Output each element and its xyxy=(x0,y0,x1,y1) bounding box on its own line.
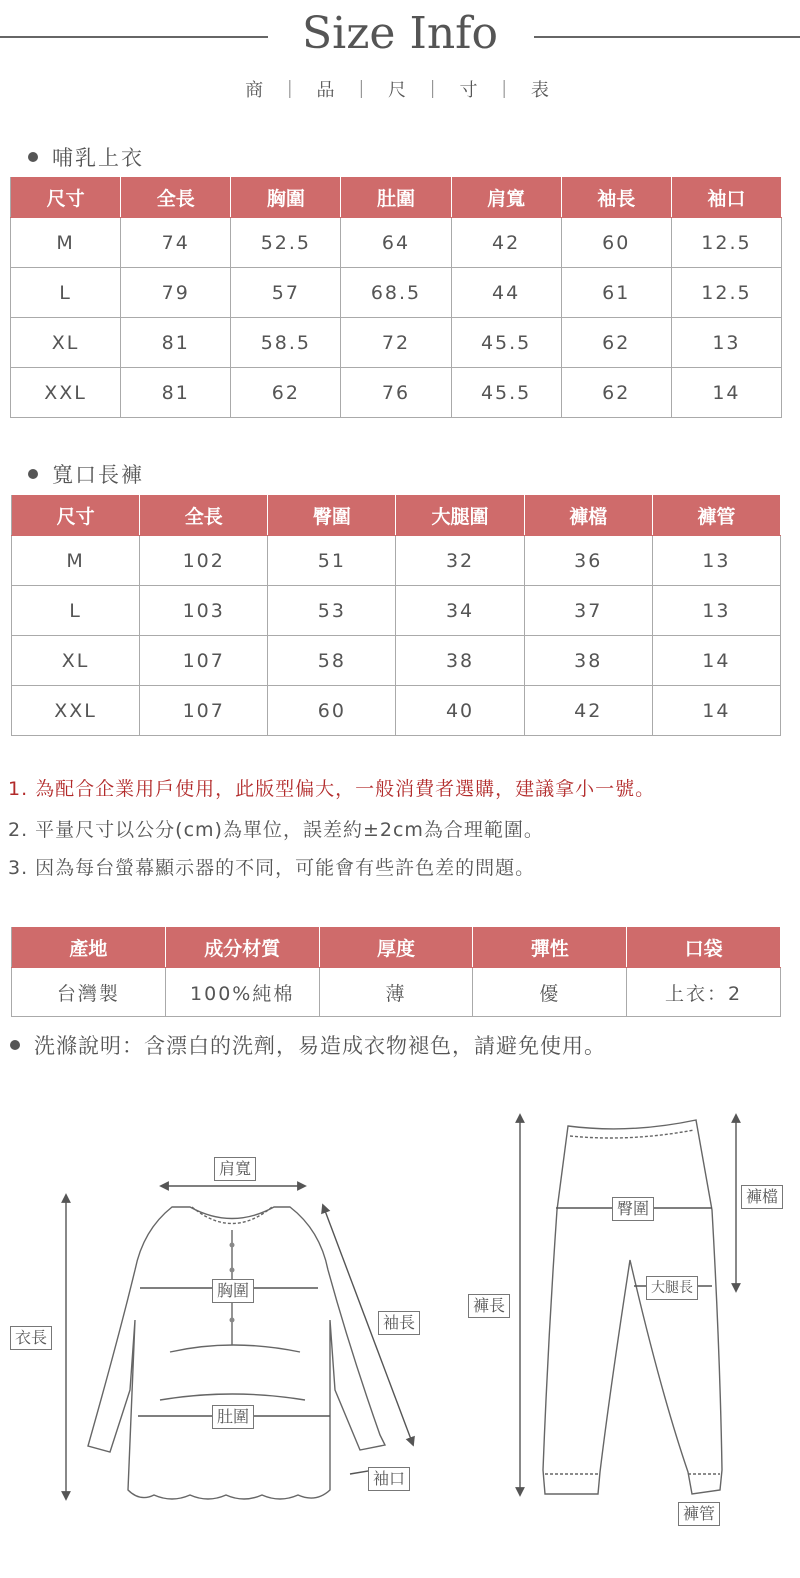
column-header: 厚度 xyxy=(319,927,473,968)
table-cell: L xyxy=(12,586,140,636)
table-cell: 44 xyxy=(451,268,561,318)
note-3: 3. 因為每台螢幕顯示器的不同，可能會有些許色差的問題。 xyxy=(8,857,536,879)
table-cell: 14 xyxy=(671,368,781,418)
table-cell: 32 xyxy=(396,536,524,586)
page-title: Size Info xyxy=(302,8,498,59)
bullet-icon xyxy=(28,152,38,162)
table-cell: 58 xyxy=(268,636,396,686)
table-cell: 107 xyxy=(140,636,268,686)
table-cell: 13 xyxy=(671,318,781,368)
table-cell: 34 xyxy=(396,586,524,636)
table-cell: 102 xyxy=(140,536,268,586)
label-body-length: 衣長 xyxy=(10,1326,52,1350)
table-cell: 38 xyxy=(396,636,524,686)
column-header: 袖口 xyxy=(671,177,781,218)
table-cell: 60 xyxy=(561,218,671,268)
table-row xyxy=(12,536,781,586)
table-cell: XXL xyxy=(11,368,121,418)
table-cell: 72 xyxy=(341,318,451,368)
column-header: 肚圍 xyxy=(341,177,451,218)
table-cell: 76 xyxy=(341,368,451,418)
table-cell: 優 xyxy=(473,968,627,1017)
table-cell: 37 xyxy=(524,586,652,636)
wash-instructions: 洗滌說明：含漂白的洗劑，易造成衣物褪色，請避免使用。 xyxy=(10,1030,606,1060)
table-cell: 103 xyxy=(140,586,268,636)
table-cell: 81 xyxy=(121,318,231,368)
table-cell: 107 xyxy=(140,686,268,736)
table-cell: 薄 xyxy=(319,968,473,1017)
label-crotch: 褲檔 xyxy=(741,1185,783,1209)
table-cell: 57 xyxy=(231,268,341,318)
top-section-heading: 哺乳上衣 xyxy=(28,142,144,172)
table-row xyxy=(11,218,782,268)
pants-section-heading: 寬口長褲 xyxy=(28,459,144,489)
top-size-table xyxy=(10,176,782,418)
table-cell: 台灣製 xyxy=(12,968,166,1017)
note-2: 2. 平量尺寸以公分(cm)為單位，誤差約±2cm為合理範圍。 xyxy=(8,819,544,841)
table-cell: 62 xyxy=(561,368,671,418)
table-row xyxy=(11,268,782,318)
table-cell: 45.5 xyxy=(451,318,561,368)
table-cell: 13 xyxy=(652,536,780,586)
table-cell: M xyxy=(11,218,121,268)
table-cell: 38 xyxy=(524,636,652,686)
table-cell: 51 xyxy=(268,536,396,586)
label-leg-opening: 褲管 xyxy=(678,1502,720,1526)
column-header: 胸圍 xyxy=(231,177,341,218)
column-header: 褲管 xyxy=(652,495,780,536)
table-cell: 68.5 xyxy=(341,268,451,318)
table-cell: 61 xyxy=(561,268,671,318)
table-cell: 36 xyxy=(524,536,652,586)
table-row xyxy=(11,368,782,418)
column-header: 成分材質 xyxy=(165,927,319,968)
table-cell: XL xyxy=(12,636,140,686)
label-hip: 臀圍 xyxy=(612,1197,654,1221)
table-cell: 14 xyxy=(652,686,780,736)
table-cell: 60 xyxy=(268,686,396,736)
column-header: 全長 xyxy=(140,495,268,536)
table-cell: M xyxy=(12,536,140,586)
table-cell: 40 xyxy=(396,686,524,736)
label-shoulder: 肩寬 xyxy=(214,1157,256,1181)
table-cell: 52.5 xyxy=(231,218,341,268)
table-header-row xyxy=(11,177,782,218)
table-cell: 81 xyxy=(121,368,231,418)
note-1: 1. 為配合企業用戶使用，此版型偏大，一般消費者選購，建議拿小一號。 xyxy=(8,778,656,800)
column-header: 尺寸 xyxy=(12,495,140,536)
table-cell: L xyxy=(11,268,121,318)
table-row xyxy=(11,318,782,368)
table-cell: 13 xyxy=(652,586,780,636)
table-cell: 62 xyxy=(231,368,341,418)
table-row xyxy=(12,636,781,686)
column-header: 全長 xyxy=(121,177,231,218)
table-cell: 62 xyxy=(561,318,671,368)
page-subtitle: 商 ｜ 品 ｜ 尺 ｜ 寸 ｜ 表 xyxy=(245,80,555,101)
table-cell: 79 xyxy=(121,268,231,318)
table-cell: 64 xyxy=(341,218,451,268)
column-header: 口袋 xyxy=(627,927,781,968)
table-cell: 42 xyxy=(451,218,561,268)
label-chest: 胸圍 xyxy=(212,1279,254,1303)
bullet-icon xyxy=(10,1040,20,1050)
table-cell: XL xyxy=(11,318,121,368)
table-cell: 上衣：2 xyxy=(627,968,781,1017)
table-header-row xyxy=(12,927,781,968)
table-cell: 53 xyxy=(268,586,396,636)
pants-outline xyxy=(543,1120,722,1494)
table-row xyxy=(12,968,781,1017)
table-cell: 12.5 xyxy=(671,268,781,318)
table-cell: 42 xyxy=(524,686,652,736)
pants-size-table xyxy=(11,494,781,736)
column-header: 產地 xyxy=(12,927,166,968)
column-header: 彈性 xyxy=(473,927,627,968)
table-cell: 14 xyxy=(652,636,780,686)
table-cell: 45.5 xyxy=(451,368,561,418)
table-cell: 100%純棉 xyxy=(165,968,319,1017)
label-waist: 肚圍 xyxy=(212,1405,254,1429)
table-row xyxy=(12,586,781,636)
label-sleeve: 袖長 xyxy=(378,1311,420,1335)
table-cell: XXL xyxy=(12,686,140,736)
column-header: 尺寸 xyxy=(11,177,121,218)
column-header: 大腿圍 xyxy=(396,495,524,536)
column-header: 肩寬 xyxy=(451,177,561,218)
table-row xyxy=(12,686,781,736)
label-cuff: 袖口 xyxy=(368,1467,410,1491)
label-thigh: 大腿長 xyxy=(646,1276,698,1300)
table-header-row xyxy=(12,495,781,536)
table-cell: 74 xyxy=(121,218,231,268)
table-cell: 58.5 xyxy=(231,318,341,368)
column-header: 褲檔 xyxy=(524,495,652,536)
column-header: 臀圍 xyxy=(268,495,396,536)
material-table xyxy=(11,926,781,1017)
bullet-icon xyxy=(28,469,38,479)
column-header: 袖長 xyxy=(561,177,671,218)
label-pants-length: 褲長 xyxy=(468,1294,510,1318)
table-cell: 12.5 xyxy=(671,218,781,268)
